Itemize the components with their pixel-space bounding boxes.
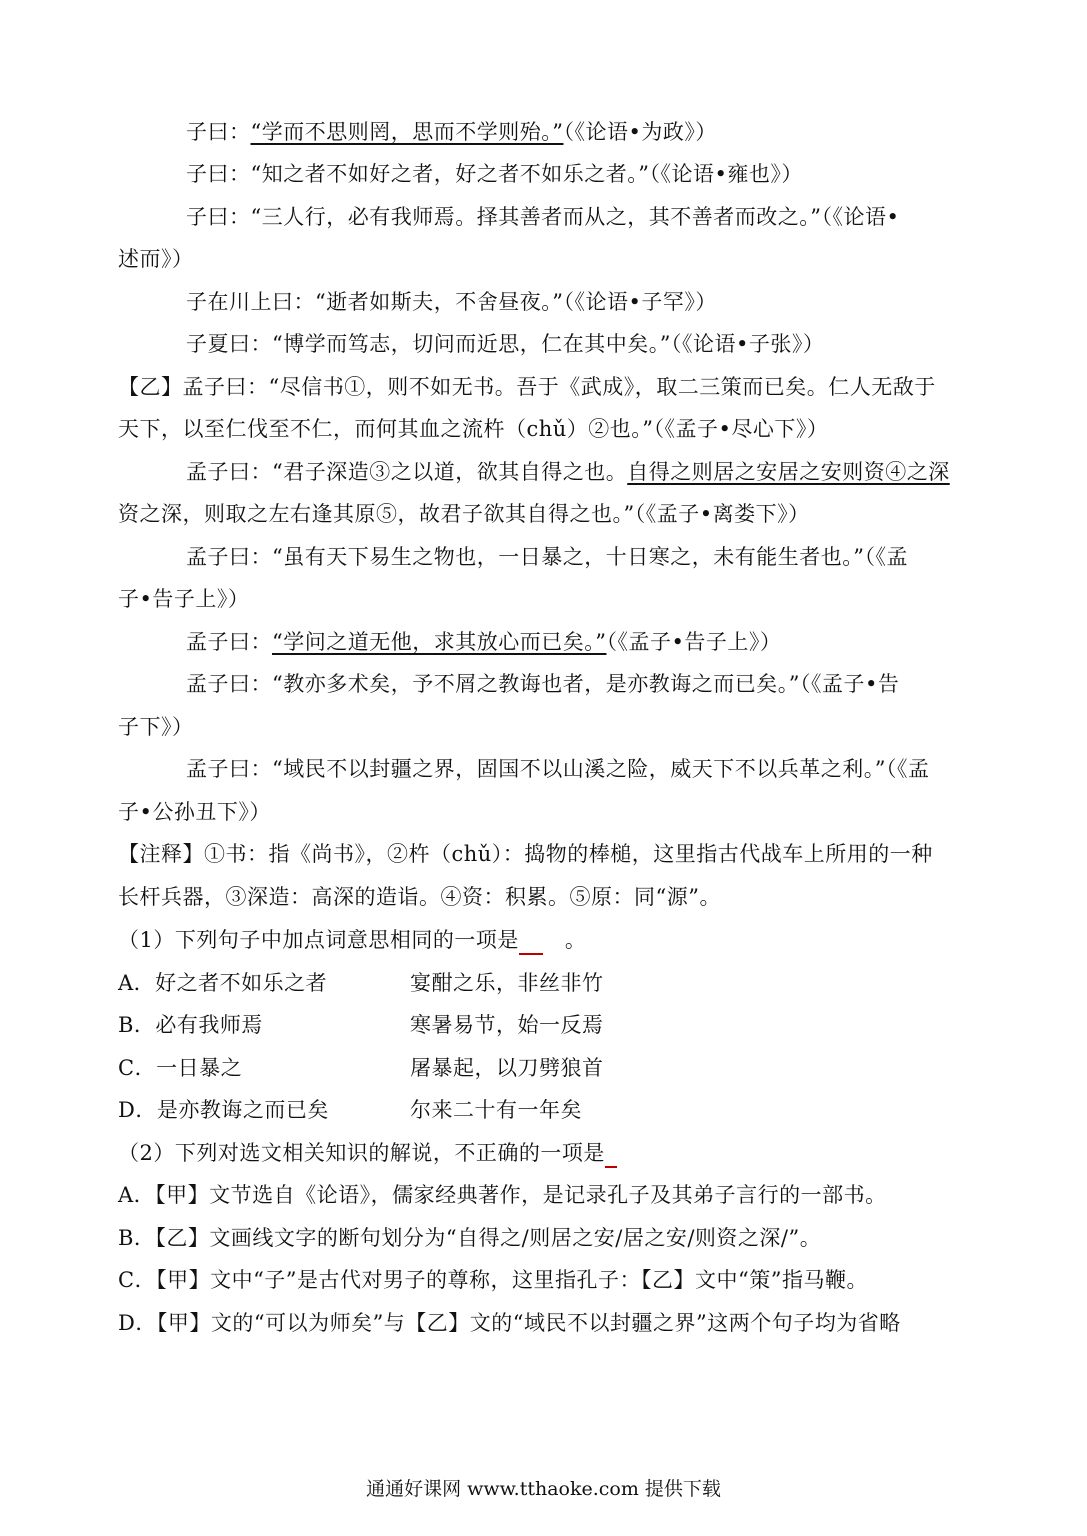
question-2-option-b: B．【乙】文画线文字的断句划分为“自得之/则居之安/居之安/则资之深/”。 [118,1226,822,1250]
passage-tag-yi: 【乙】 [118,375,183,399]
question-2-option-a: A．【甲】文节选自《论语》，儒家经典著作，是记录孔子及其弟子言行的一部书。 [118,1183,887,1207]
text-line: 孟子曰：“学问之道无他，求其放心而已矣。”（《孟子•告子上》） [186,630,782,654]
text-line: 子•公孙丑下》） [118,800,271,824]
underlined-sentence: 自得之则居之安居之安则资④之深 [627,460,950,484]
text-line: 子在川上曰：“逝者如斯夫，不舍昼夜。”（《论语•子罕》） [186,290,717,314]
text-line: 资之深，则取之左右逢其原⑤，故君子欲其自得之也。”（《孟子•离娄下》） [118,502,810,526]
question-1-option-c: C．一日暴之 [118,1056,243,1080]
question-1-option-c-compare: 屠暴起，以刀劈狼首 [410,1056,604,1080]
text-line: 子曰：“学而不思则罔，思而不学则殆。”（《论语•为政》） [186,120,717,144]
text-line: 子曰：“三人行，必有我师焉。择其善者而从之，其不善者而改之。”（《论语• [186,205,900,229]
text-line: 子曰：“知之者不如好之者，好之者不如乐之者。”（《论语•雍也》） [186,162,803,186]
question-2-stem: （2）下列对选文相关知识的解说，不正确的一项是 [118,1138,617,1168]
question-1-option-b-compare: 寒暑易节，始一反焉 [410,1013,604,1037]
text-line: 孟子曰：“教亦多术矣，予不屑之教诲也者，是亦教诲之而已矣。”（《孟子•告 [186,672,900,696]
text-line: 述而》） [118,247,194,271]
text-line: 【乙】孟子曰：“尽信书①，则不如无书。吾于《武成》，取二三策而已矣。仁人无敌于 [118,375,936,399]
question-1-option-d: D．是亦教诲之而已矣 [118,1098,329,1122]
text-line: 孟子曰：“虽有天下易生之物也，一日暴之，十日寒之，未有能生者也。”（《孟 [186,545,908,569]
question-2-option-d: D．【甲】文的“可以为师矣”与【乙】文的“域民不以封疆之界”这两个句子均为省略 [118,1311,901,1335]
text-line: 子夏曰：“博学而笃志，切问而近思，仁在其中矣。”（《论语•子张》） [186,332,825,356]
notes-line: 长杆兵器，③深造：高深的造诣。④资：积累。⑤原：同“源”。 [118,885,721,909]
text-line: 孟子曰：“君子深造③之以道，欲其自得之也。自得之则居之安居之安则资④之深 [186,460,950,484]
question-1-stem: （1）下列句子中加点词意思相同的一项是 。 [118,925,586,955]
question-2-option-c: C．【甲】文中“子”是古代对男子的尊称，这里指孔子：【乙】文中“策”指马鞭。 [118,1268,869,1292]
text-line: 子•告子上》） [118,587,250,611]
text-line: 孟子曰：“域民不以封疆之界，固国不以山溪之险，威天下不以兵革之利。”（《孟 [186,757,930,781]
text-line: 天下，以至仁伐至不仁，而何其血之流杵（chǔ）②也。”（《孟子•尽心下》） [118,417,829,441]
question-1-option-d-compare: 尔来二十有一年矣 [410,1098,582,1122]
notes-tag: 【注释】 [118,842,204,866]
answer-blank[interactable] [605,1144,617,1168]
underlined-sentence: “学而不思则罔，思而不学则殆。” [250,120,564,144]
question-1-option-b: B．必有我师焉 [118,1013,263,1037]
notes-line: 【注释】①书：指《尚书》，②杵（chǔ）：捣物的棒槌，这里指古代战车上所用的一种 [118,842,933,866]
page-footer: 通通好课网 www.tthaoke.com 提供下载 [366,1478,721,1500]
question-1-option-a-compare: 宴酣之乐，非丝非竹 [410,971,604,995]
underlined-sentence: “学问之道无他，求其放心而已矣。” [272,630,607,654]
question-1-option-a: A．好之者不如乐之者 [118,971,328,995]
text-line: 子下》） [118,715,194,739]
answer-blank[interactable] [519,931,543,955]
